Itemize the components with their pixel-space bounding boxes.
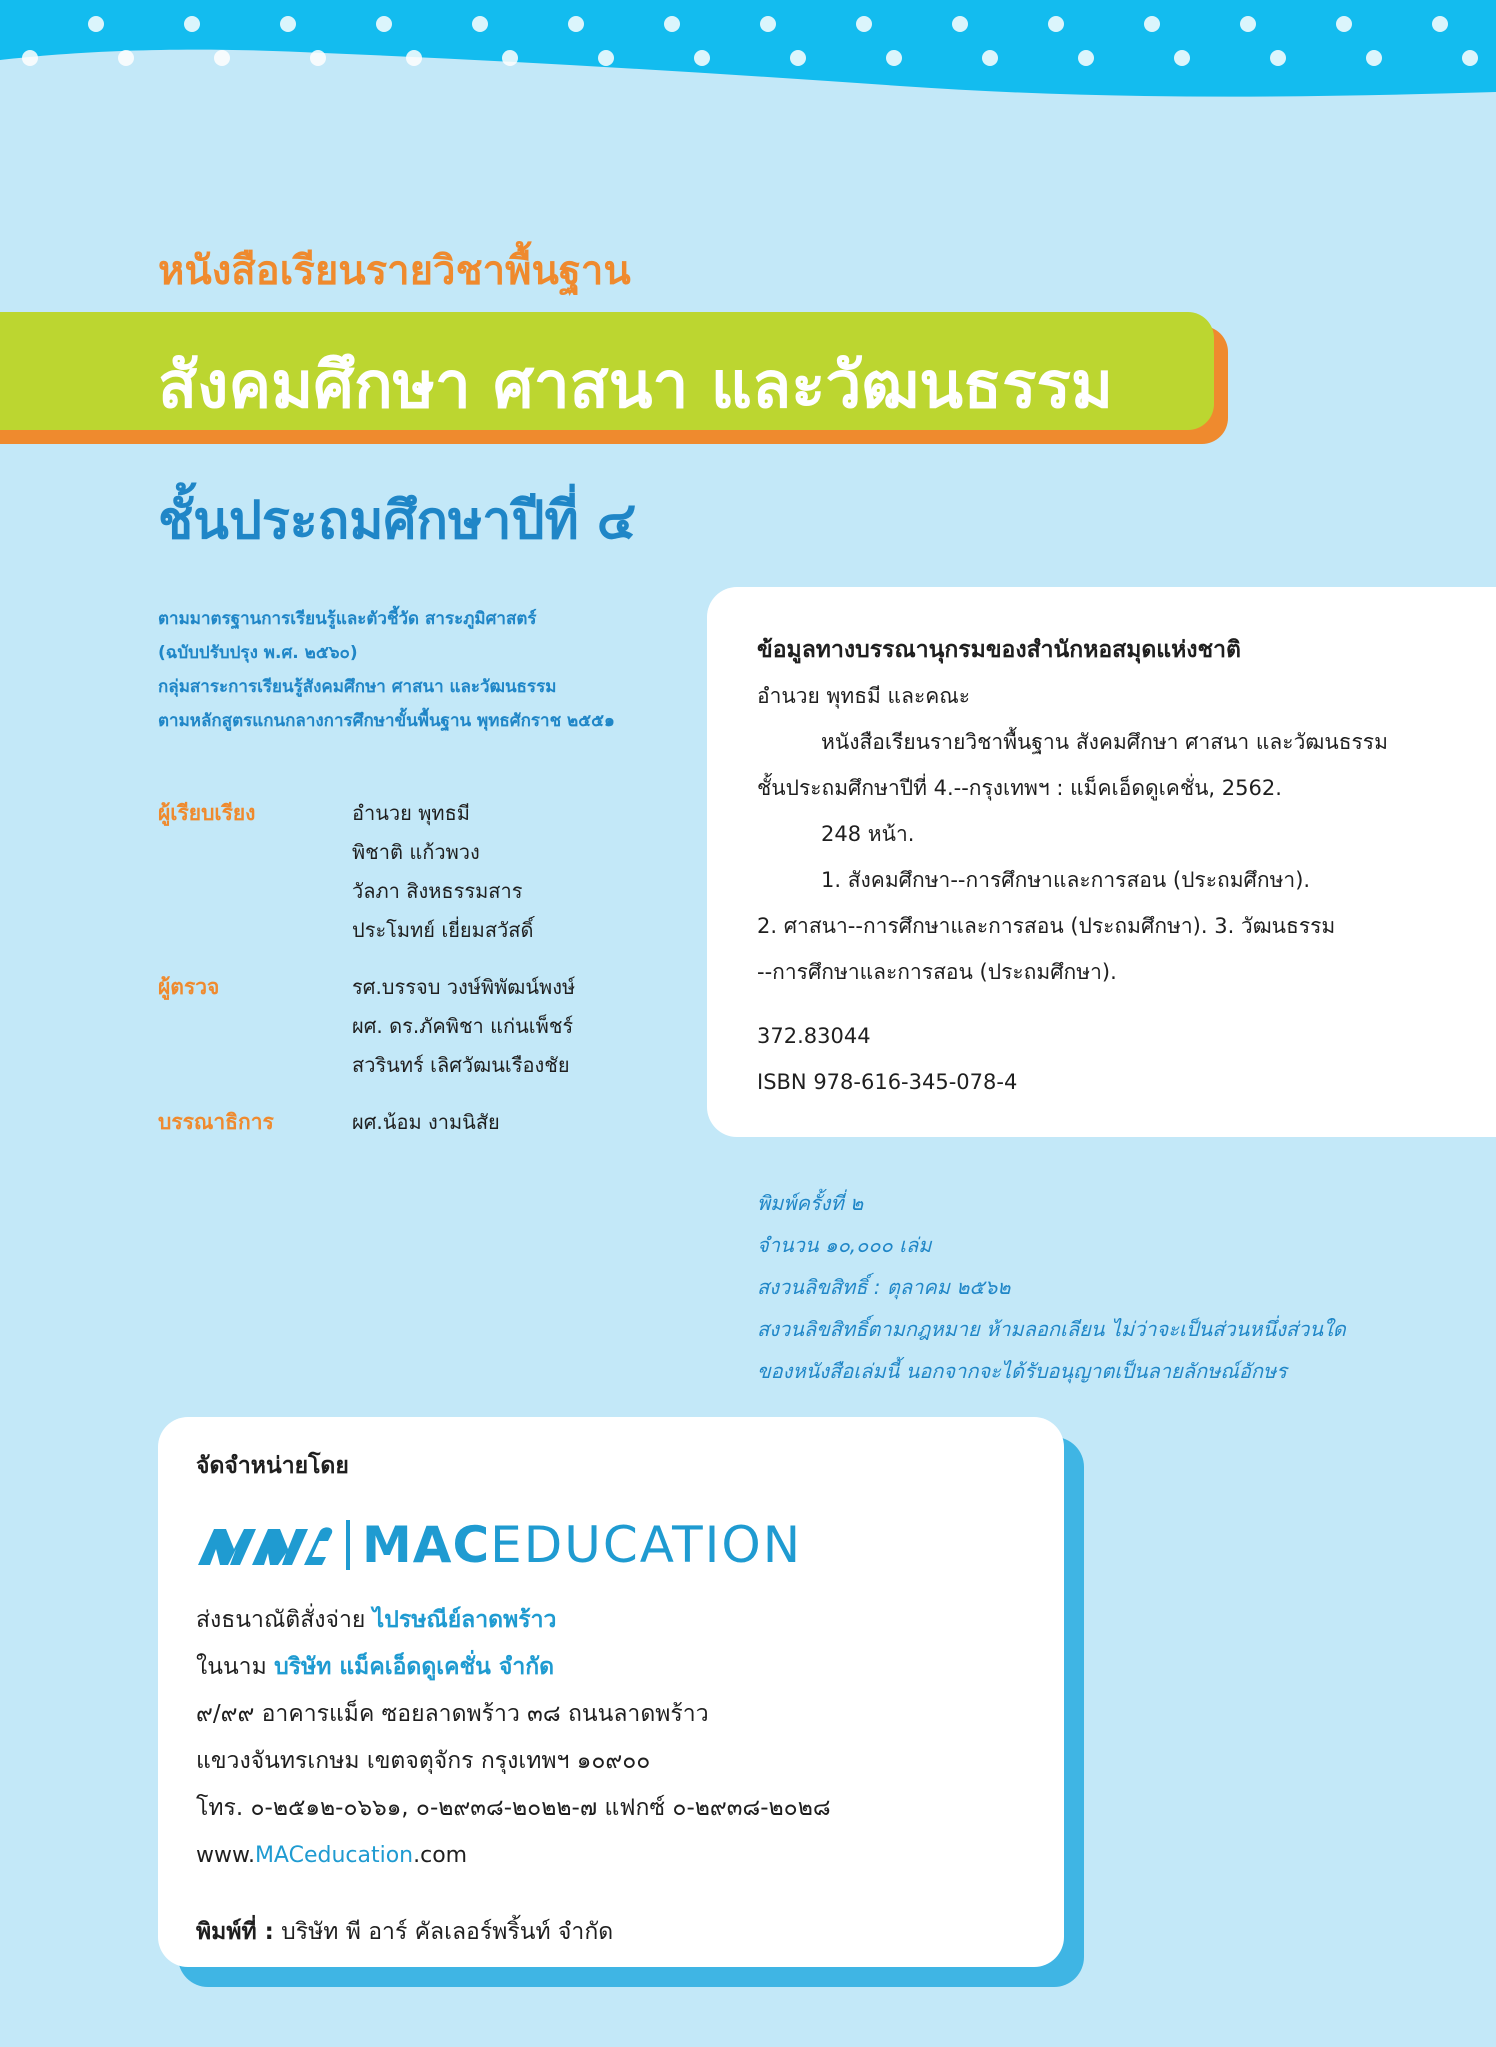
cip-subjects-line: 1. สังคมศึกษา--การศึกษาและการสอน (ประถมศึกษา). xyxy=(821,868,1311,892)
credit-name: วัลภา สิงหธรรมสาร xyxy=(352,879,523,903)
logo-mac-text: MAC xyxy=(362,1516,491,1574)
distribution-details xyxy=(196,1597,1064,1879)
cip-pages: 248 หน้า. xyxy=(821,822,915,846)
web-brand: MACeducation xyxy=(254,1843,414,1868)
printer-label: พิมพ์ที่ : xyxy=(196,1919,274,1945)
cip-author: อำนวย พุทธมี และคณะ xyxy=(757,684,971,708)
logo-education-text: EDUCATION xyxy=(490,1516,803,1574)
print-info-line: สงวนลิขสิทธิ์ : ตุลาคม ๒๕๖๒ xyxy=(757,1275,1011,1299)
website-link[interactable] xyxy=(196,1832,1064,1879)
cip-subjects-line: --การศึกษาและการสอน (ประถมศึกษา). xyxy=(757,960,1117,984)
payee-prefix: ในนาม xyxy=(196,1654,267,1680)
credit-name: อำนวย พุทธมี xyxy=(352,801,470,825)
credit-name: สวรินทร์ เลิศวัฒนเรืองชัย xyxy=(352,1053,570,1077)
distribution-card xyxy=(158,1417,1064,1967)
web-prefix: www. xyxy=(196,1843,255,1868)
cataloging-in-publication-box xyxy=(707,587,1496,1137)
print-info-line: พิมพ์ครั้งที่ ๒ xyxy=(757,1191,864,1215)
credits-list xyxy=(158,794,718,1160)
credit-role: ผู้เรียบเรียง xyxy=(158,801,256,825)
standards-line: ตามมาตรฐานการเรียนรู้และตัวชี้วัด สาระภูมิศาสตร์ xyxy=(158,609,537,629)
order-line xyxy=(196,1597,1064,1644)
book-title: สังคมศึกษา ศาสนา และวัฒนธรรม xyxy=(158,349,1114,423)
print-info-line: ของหนังสือเล่มนี้ นอกจากจะได้รับอนุญาตเป็นลายลักษณ์อักษร xyxy=(757,1359,1287,1383)
address-line: แขวงจันทรเกษม เขตจตุจักร กรุงเทพฯ ๑๐๙๐๐ xyxy=(196,1748,651,1774)
payee-line xyxy=(196,1644,1064,1691)
printer-name: บริษัท พี อาร์ คัลเลอร์พริ้นท์ จำกัด xyxy=(281,1919,614,1945)
print-info-line: สงวนลิขสิทธิ์ตามกฎหมาย ห้ามลอกเลียน ไม่ว่าจะเป็นส่วนหนึ่งส่วนใด xyxy=(757,1317,1346,1341)
standards-line: กลุ่มสาระการเรียนรู้สังคมศึกษา ศาสนา และวัฒนธรรม xyxy=(158,677,557,697)
series-title: หนังสือเรียนรายวิชาพื้นฐาน xyxy=(158,248,631,294)
mac-logo-icon xyxy=(196,1523,336,1567)
credit-names xyxy=(352,1103,500,1142)
credit-role: ผู้ตรวจ xyxy=(158,975,220,999)
credit-name: ประโมทย์ เยี่ยมสวัสดิ์ xyxy=(352,918,534,942)
mac-education-logo xyxy=(196,1515,1064,1575)
grade-level: ชั้นประถมศึกษาปีที่ ๔ xyxy=(158,491,637,551)
cip-classification: 372.83044 xyxy=(757,1024,871,1048)
print-info-line: จำนวน ๑๐,๐๐๐ เล่ม xyxy=(757,1233,932,1257)
cip-subjects-line: 2. ศาสนา--การศึกษาและการสอน (ประถมศึกษา). 3. วัฒนธรรม xyxy=(757,914,1336,938)
standards-line: ตามหลักสูตรแกนกลางการศึกษาขั้นพื้นฐาน พุทธศักราช ๒๕๕๑ xyxy=(158,711,615,731)
cip-title-line: หนังสือเรียนรายวิชาพื้นฐาน สังคมศึกษา ศาสนา และวัฒนธรรม xyxy=(821,730,1388,754)
credit-names xyxy=(352,794,533,950)
credit-group-reviewers xyxy=(158,968,718,1085)
credit-group-editor xyxy=(158,1103,718,1142)
distribution-heading: จัดจำหน่ายโดย xyxy=(196,1453,349,1479)
payee-company: บริษัท แม็คเอ็ดดูเคชั่น จำกัด xyxy=(274,1654,555,1680)
phone-line: โทร. ๐-๒๕๑๒-๐๖๖๑, ๐-๒๙๓๘-๒๐๒๒-๗ แฟกซ์ ๐-๒๙๓๘-๒๐๒๘ xyxy=(196,1795,831,1821)
credit-group-compilers xyxy=(158,794,718,950)
credit-role: บรรณาธิการ xyxy=(158,1110,274,1134)
logo-divider xyxy=(346,1520,350,1570)
credit-names xyxy=(352,968,575,1085)
print-info xyxy=(757,1182,1346,1392)
printer-line xyxy=(196,1909,1064,1955)
web-suffix: .com xyxy=(413,1843,468,1868)
curriculum-standards xyxy=(158,602,718,738)
address-line: ๙/๙๙ อาคารแม็ค ซอยลาดพร้าว ๓๘ ถนนลาดพร้าว xyxy=(196,1701,709,1727)
credit-name: ผศ.น้อม งามนิสัย xyxy=(352,1110,500,1134)
cip-isbn: ISBN 978-616-345-078-4 xyxy=(757,1070,1018,1094)
order-post-office: ไปรษณีย์ลาดพร้าว xyxy=(372,1607,557,1633)
standards-line: (ฉบับปรับปรุง พ.ศ. ๒๕๖๐) xyxy=(158,643,358,663)
decorative-wave xyxy=(0,0,1496,110)
cip-heading: ข้อมูลทางบรรณานุกรมของสำนักหอสมุดแห่งชาติ xyxy=(757,637,1241,663)
credit-name: รศ.บรรจบ วงษ์พิพัฒน์พงษ์ xyxy=(352,975,576,999)
cip-title-line: ชั้นประถมศึกษาปีที่ 4.--กรุงเทพฯ : แม็คเอ็ดดูเคชั่น, 2562. xyxy=(757,776,1282,800)
credit-name: ผศ. ดร.ภัคพิชา แก่นเพ็ชร์ xyxy=(352,1014,574,1038)
order-prefix: ส่งธนาณัติสั่งจ่าย xyxy=(196,1607,366,1633)
credit-name: พิชาติ แก้วพวง xyxy=(352,840,480,864)
